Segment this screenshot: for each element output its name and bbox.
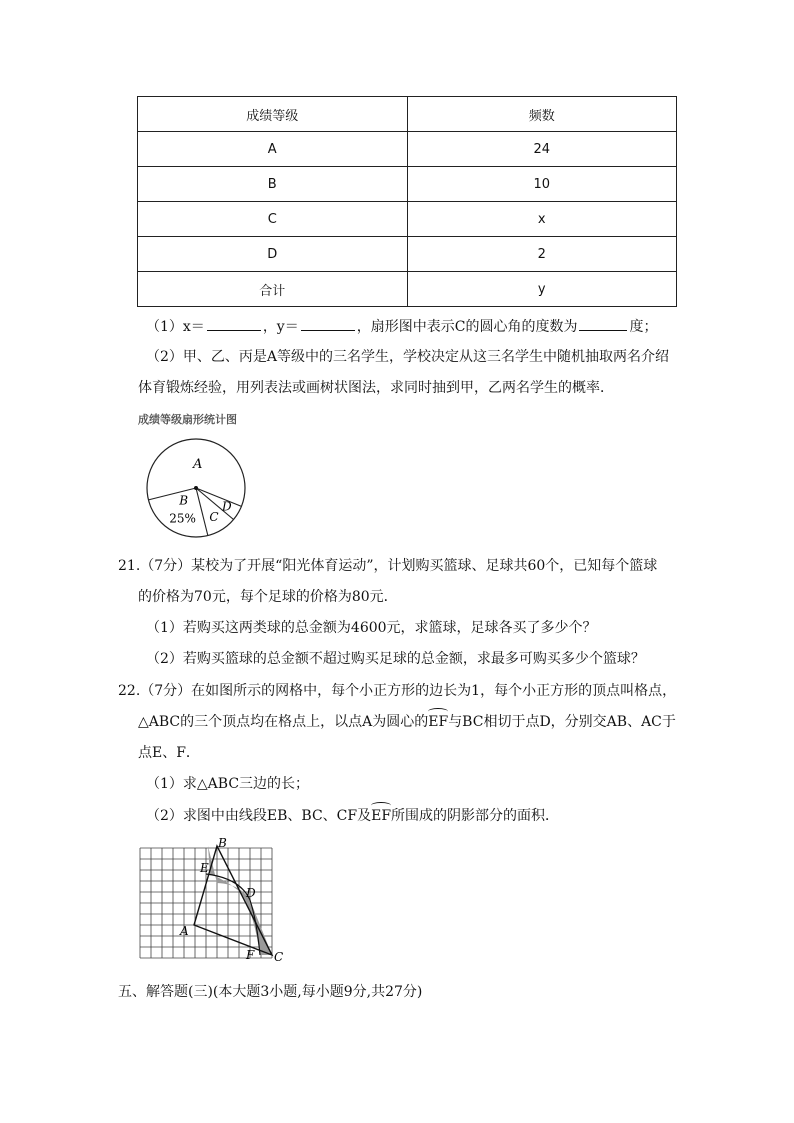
pie-label-b: B xyxy=(179,493,189,508)
table-row xyxy=(138,167,677,202)
pie-slice-boundary-b xyxy=(196,488,208,536)
point-label-d: D xyxy=(246,886,256,900)
table-row xyxy=(138,272,677,307)
table-cell: 合计 xyxy=(138,272,408,307)
answer-blank-x xyxy=(207,316,261,331)
grid-figure xyxy=(130,834,290,969)
pie-label-d: D xyxy=(222,499,232,514)
table-cell: D xyxy=(138,237,408,272)
q22-part2 xyxy=(146,806,559,826)
table-cell: x xyxy=(407,202,677,237)
pie-slice-boundary-a xyxy=(148,488,196,500)
point-label-f: F xyxy=(246,948,255,962)
answer-blank-angle xyxy=(579,316,627,331)
q20-part1-text-d: 度； xyxy=(629,319,658,335)
q20-part1-text-c: ，扇形图中表示C的圆心角的度数为 xyxy=(356,319,578,335)
table-cell: y xyxy=(407,272,677,307)
table-header-cell: 成绩等级 xyxy=(138,97,408,132)
point-label-e: E xyxy=(200,861,209,875)
table-row xyxy=(138,132,677,167)
q21-part1: （1）若购买这两类球的总金额为4600元，求篮球，足球各买了多少个？ xyxy=(146,620,597,636)
table-header-cell: 频数 xyxy=(407,97,677,132)
q20-part1-text-b: ，y＝ xyxy=(262,319,299,335)
table-cell: 10 xyxy=(407,167,677,202)
arc-ef-label: EF xyxy=(428,714,449,730)
table-cell: 24 xyxy=(407,132,677,167)
table-cell: C xyxy=(138,202,408,237)
q20-part2-line2: 体育锻炼经验，用列表法或画树状图法，求同时抽到甲，乙两名学生的概率． xyxy=(138,380,614,396)
q20-part2-line1: （2）甲、乙、丙是A等级中的三名学生，学校决定从这三名学生中随机抽取两名介绍 xyxy=(146,349,670,365)
q22-line3: 点E、F． xyxy=(138,745,200,761)
q22-line1: 22.（7分）在如图所示的网格中，每个小正方形的边长为1，每个小正方形的顶点叫格点， xyxy=(118,683,677,699)
arc-ef-label: EF xyxy=(371,808,392,824)
table-cell: 2 xyxy=(407,237,677,272)
pie-label-a: A xyxy=(192,457,203,473)
grade-frequency-table xyxy=(137,96,677,307)
q22-line2 xyxy=(138,712,676,732)
q20-part1-text-a: （1）x＝ xyxy=(146,319,205,335)
pie-label-c: C xyxy=(209,509,219,524)
q20-part1 xyxy=(146,316,657,337)
table-row xyxy=(138,202,677,237)
q22-part2-text-a: （2）求图中由线段EB、BC、CF及 xyxy=(146,808,372,824)
chart-title: 成绩等级扇形统计图 xyxy=(138,413,237,426)
q22-line2-text-b: 与BC相切于点D，分别交AB、AC于 xyxy=(448,714,676,730)
point-label-b: B xyxy=(218,836,227,850)
q22-part1: （1）求△ABC三边的长； xyxy=(146,776,310,792)
answer-blank-y xyxy=(301,316,355,331)
q21-line1: 21.（7分）某校为了开展“阳光体育运动”，计划购买篮球、足球共60个，已知每个篮球 xyxy=(118,558,658,574)
table-cell: B xyxy=(138,167,408,202)
pie-slices xyxy=(147,439,245,537)
pie-label-b-percent: 25% xyxy=(169,511,196,526)
pie-slice-boundary-d xyxy=(196,488,241,506)
point-label-c: C xyxy=(274,950,284,964)
section-heading: 五、解答题(三)(本大题3小题,每小题9分,共27分) xyxy=(118,984,423,1000)
q22-part2-text-b: 所围成的阴影部分的面积． xyxy=(391,808,560,824)
pie-chart xyxy=(138,430,258,540)
table-row xyxy=(138,237,677,272)
q21-part2: （2）若购买篮球的总金额不超过购买足球的总金额，求最多可购买多少个篮球？ xyxy=(146,651,645,667)
table-header-row xyxy=(138,97,677,132)
shaded-region xyxy=(208,846,272,955)
point-label-a: A xyxy=(180,924,189,938)
table-cell: A xyxy=(138,132,408,167)
pie-center-dot xyxy=(194,486,198,490)
q21-line2: 的价格为70元，每个足球的价格为80元． xyxy=(138,589,398,605)
q22-line2-text-a: △ABC的三个顶点均在格点上，以点A为圆心的 xyxy=(138,714,429,730)
